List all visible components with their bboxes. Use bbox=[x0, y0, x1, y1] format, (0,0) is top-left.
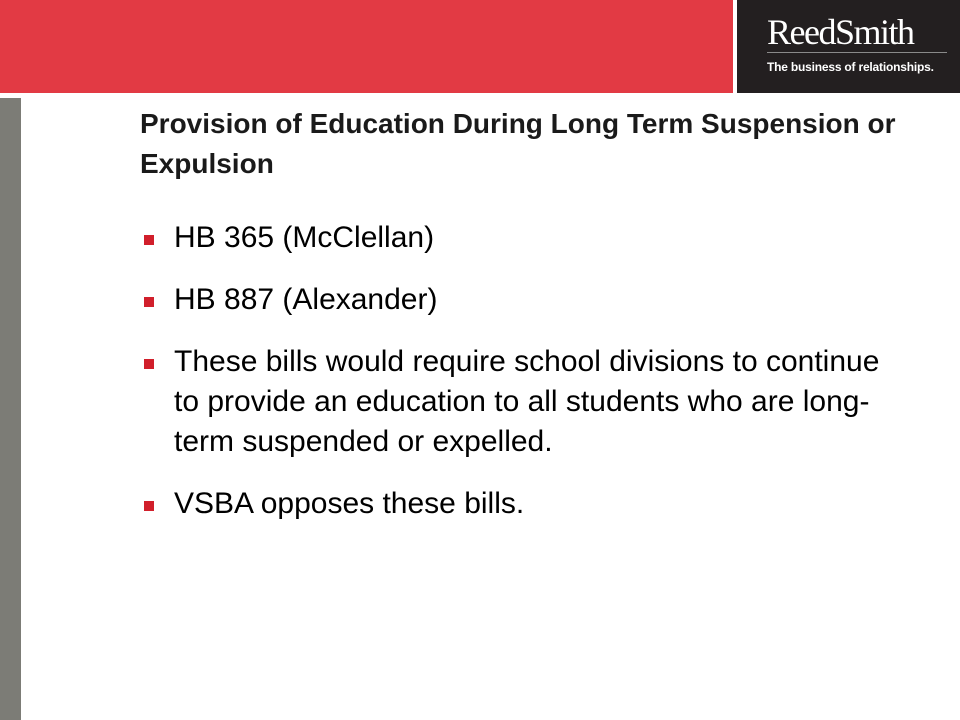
bullet-text: These bills would require school divisions to continue to provide an education to all students who are long-term suspended or expelled. bbox=[174, 345, 880, 458]
bullet-list bbox=[140, 218, 910, 546]
bullet-item bbox=[140, 280, 910, 320]
bullet-item bbox=[140, 342, 910, 462]
logo-divider bbox=[767, 52, 947, 53]
bullet-text: HB 365 (McClellan) bbox=[174, 221, 435, 254]
brand-tagline: The business of relationships. bbox=[767, 60, 934, 74]
brand-logo bbox=[737, 0, 960, 93]
square-bullet-icon bbox=[144, 235, 154, 245]
square-bullet-icon bbox=[144, 297, 154, 307]
bullet-item bbox=[140, 218, 910, 258]
square-bullet-icon bbox=[144, 501, 154, 511]
bullet-text: HB 887 (Alexander) bbox=[174, 283, 438, 316]
header-accent-bar bbox=[0, 0, 733, 93]
bullet-text: VSBA opposes these bills. bbox=[174, 487, 525, 520]
square-bullet-icon bbox=[144, 359, 154, 369]
side-accent-bar bbox=[0, 98, 21, 720]
bullet-item bbox=[140, 484, 910, 524]
brand-wordmark: ReedSmith bbox=[767, 12, 914, 52]
slide-title: Provision of Education During Long Term Suspension or Expulsion bbox=[140, 108, 896, 179]
